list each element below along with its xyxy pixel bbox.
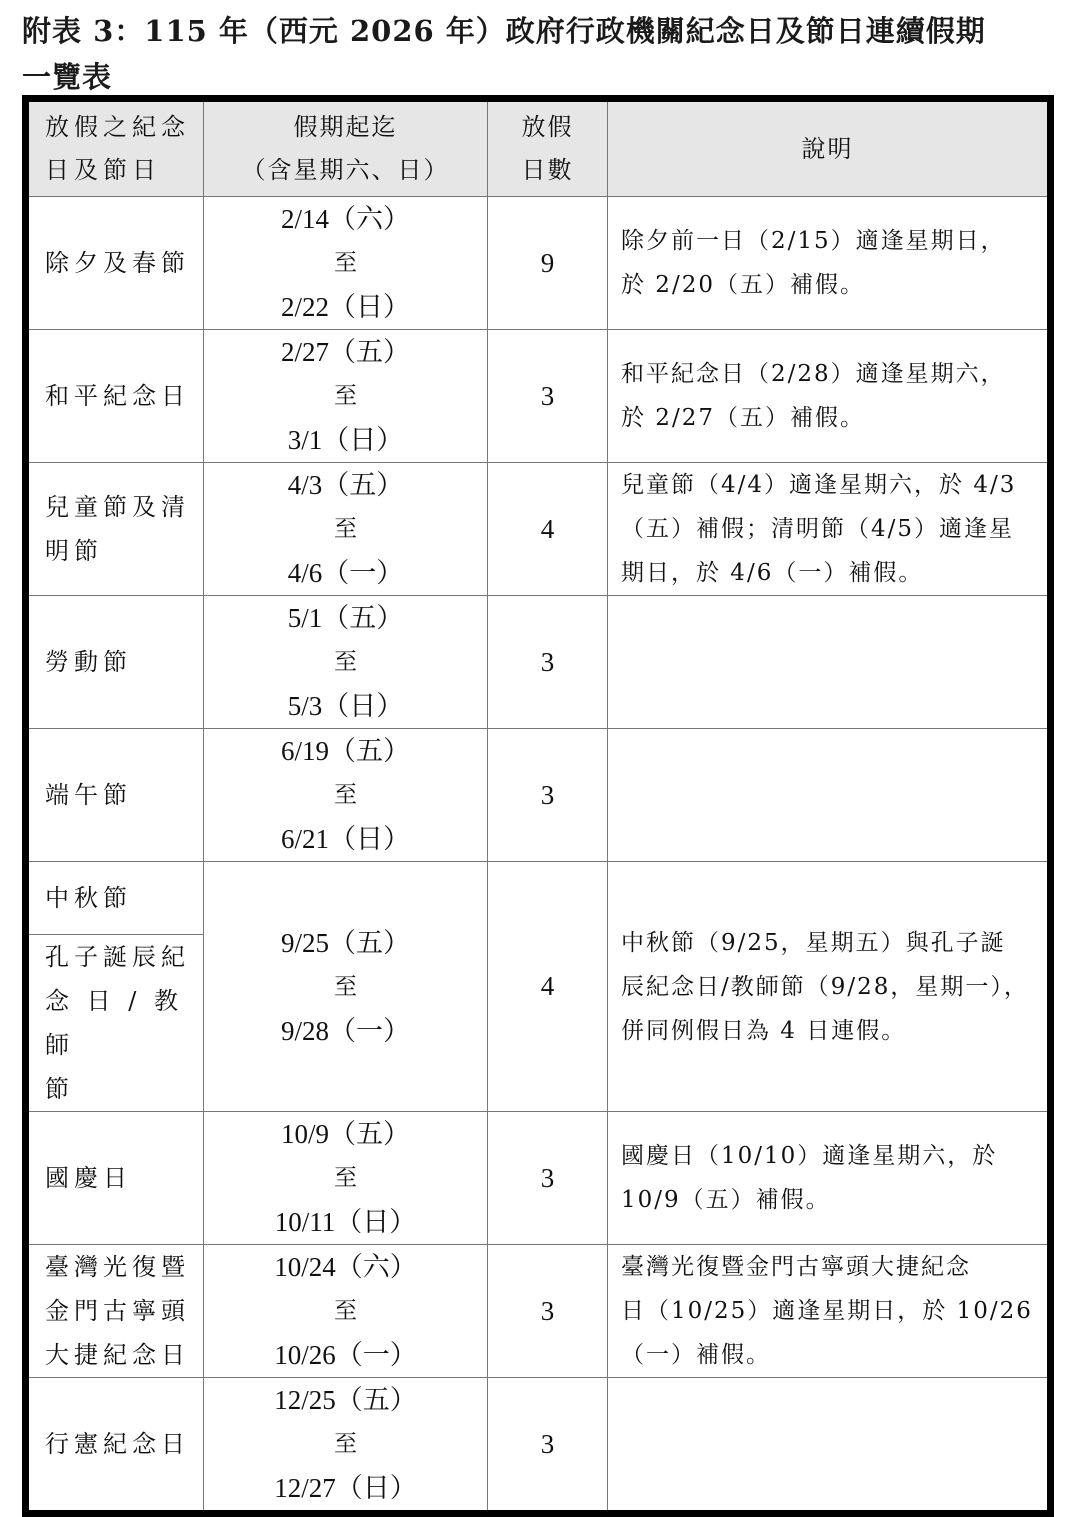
holiday-name-line: 節 [45,1075,74,1103]
holiday-note [608,729,1051,862]
note-line: 辰紀念日/教師節（9/28，星期一）， [621,973,1029,1000]
period-start: 9/25（五） [280,927,410,958]
note-line: 於 2/27（五）補假。 [621,405,865,431]
note-line: 國慶日（10/10）適逢星期六，於 [621,1143,998,1169]
holiday-note [608,463,1051,596]
header-period-line-2: （含星期六、日） [241,156,450,184]
holiday-days: 3 [488,596,608,729]
note-line: 和平紀念日（2/28）適逢星期六， [621,361,1006,387]
table-row [26,330,1051,463]
holiday-name-line: 兒童節及清 [45,493,190,521]
table-row [26,1112,1051,1245]
holiday-note [608,596,1051,729]
period-to: 至 [334,1298,357,1324]
period-to: 至 [334,782,357,808]
period-end: 3/1（日） [287,425,404,455]
holiday-period [204,330,488,463]
note-line: 期日，於 4/6（一）補假。 [621,560,924,586]
period-to: 至 [334,1431,357,1457]
header-note: 說明 [608,99,1051,197]
holiday-days: 4 [488,463,608,596]
period-start: 12/25（五） [274,1385,417,1415]
holiday-period [204,596,488,729]
period-end: 12/27（日） [274,1473,417,1503]
header-holiday-line-2: 日及節日 [45,156,161,184]
holiday-days: 9 [488,197,608,330]
period-to: 至 [334,973,357,1000]
table-row [26,729,1051,862]
period-end: 6/21（日） [280,824,410,854]
holiday-name: 勞動節 [26,596,204,729]
holiday-name-line: 金門古寧頭 [45,1297,190,1325]
holiday-days: 3 [488,330,608,463]
period-start: 2/27（五） [280,337,410,367]
holiday-name [26,1245,204,1378]
table-row [26,596,1051,729]
holiday-name: 端午節 [26,729,204,862]
header-days-line-2: 日數 [521,156,574,184]
period-start: 2/14（六） [280,204,410,234]
holiday-name [26,935,204,1112]
header-days [488,99,608,197]
title-line-1: 附表 3：115 年（西元 2026 年）政府行政機關紀念日及節日連續假期 [22,14,986,48]
period-end: 5/3（日） [287,691,404,721]
period-to: 至 [334,1165,357,1191]
holiday-period [204,463,488,596]
holiday-name-line: 明節 [45,537,103,565]
period-start: 10/9（五） [280,1119,410,1149]
period-start: 5/1（五） [287,603,404,633]
note-line: 除夕前一日（2/15）適逢星期日， [621,228,1006,254]
holiday-schedule-table [22,95,1054,1517]
holiday-note [608,1245,1051,1378]
document-title [22,8,1062,100]
note-line: 中秋節（9/25，星期五）與孔子誕 [621,929,1006,956]
period-end: 2/22（日） [280,292,410,322]
holiday-days: 3 [488,1245,608,1378]
period-start: 4/3（五） [287,470,404,500]
holiday-days: 3 [488,1378,608,1514]
holiday-name: 國慶日 [26,1112,204,1245]
note-line: （五）補假；清明節（4/5）適逢星 [621,516,1015,542]
holiday-period [204,729,488,862]
title-line-2: 一覽表 [22,60,113,94]
note-line: 日（10/25）適逢星期日，於 10/26 [621,1298,1033,1324]
period-to: 至 [334,516,357,542]
holiday-period [204,862,488,1112]
holiday-name-line: 大捷紀念日 [45,1341,190,1369]
period-end: 10/11（日） [274,1207,417,1237]
holiday-days: 4 [488,862,608,1112]
header-period [204,99,488,197]
note-line: （一）補假。 [621,1342,771,1368]
holiday-period [204,1245,488,1378]
holiday-name: 和平紀念日 [26,330,204,463]
period-start: 6/19（五） [280,736,410,766]
holiday-name: 中秋節 [26,862,204,935]
header-holiday [26,99,204,197]
holiday-period [204,197,488,330]
header-period-line-1: 假期起迄 [293,113,398,141]
holiday-name [26,463,204,596]
header-days-line-1: 放假 [521,113,574,141]
table-row [26,197,1051,330]
holiday-note [608,862,1051,1112]
holiday-note [608,1378,1051,1514]
note-line: 兒童節（4/4）適逢星期六，於 4/3 [621,472,1017,498]
holiday-days: 3 [488,729,608,862]
holiday-name-line: 孔子誕辰紀 [45,943,190,971]
table-row [26,1245,1051,1378]
period-to: 至 [334,250,357,276]
note-line: 於 2/20（五）補假。 [621,272,865,298]
holiday-period [204,1378,488,1514]
table-row [26,463,1051,596]
holiday-note [608,330,1051,463]
period-to: 至 [334,649,357,675]
holiday-name-line: 念 日 / 教 師 [45,987,183,1059]
period-start: 10/24（六） [274,1252,417,1282]
period-end: 10/26（一） [274,1340,417,1370]
holiday-name: 行憲紀念日 [26,1378,204,1514]
table-header-row [26,99,1051,197]
table-row [26,1378,1051,1514]
note-line: 併同例假日為 4 日連假。 [621,1017,907,1044]
period-end: 9/28（一） [280,1015,410,1046]
note-line: 臺灣光復暨金門古寧頭大捷紀念 [621,1254,971,1280]
period-to: 至 [334,383,357,409]
holiday-days: 3 [488,1112,608,1245]
holiday-note [608,1112,1051,1245]
note-line: 10/9（五）補假。 [621,1187,831,1213]
table-row [26,862,1051,935]
holiday-note [608,197,1051,330]
period-end: 4/6（一） [287,558,404,588]
header-holiday-line-1: 放假之紀念 [45,113,190,141]
holiday-name: 除夕及春節 [26,197,204,330]
holiday-name-line: 臺灣光復暨 [45,1253,190,1281]
holiday-period [204,1112,488,1245]
